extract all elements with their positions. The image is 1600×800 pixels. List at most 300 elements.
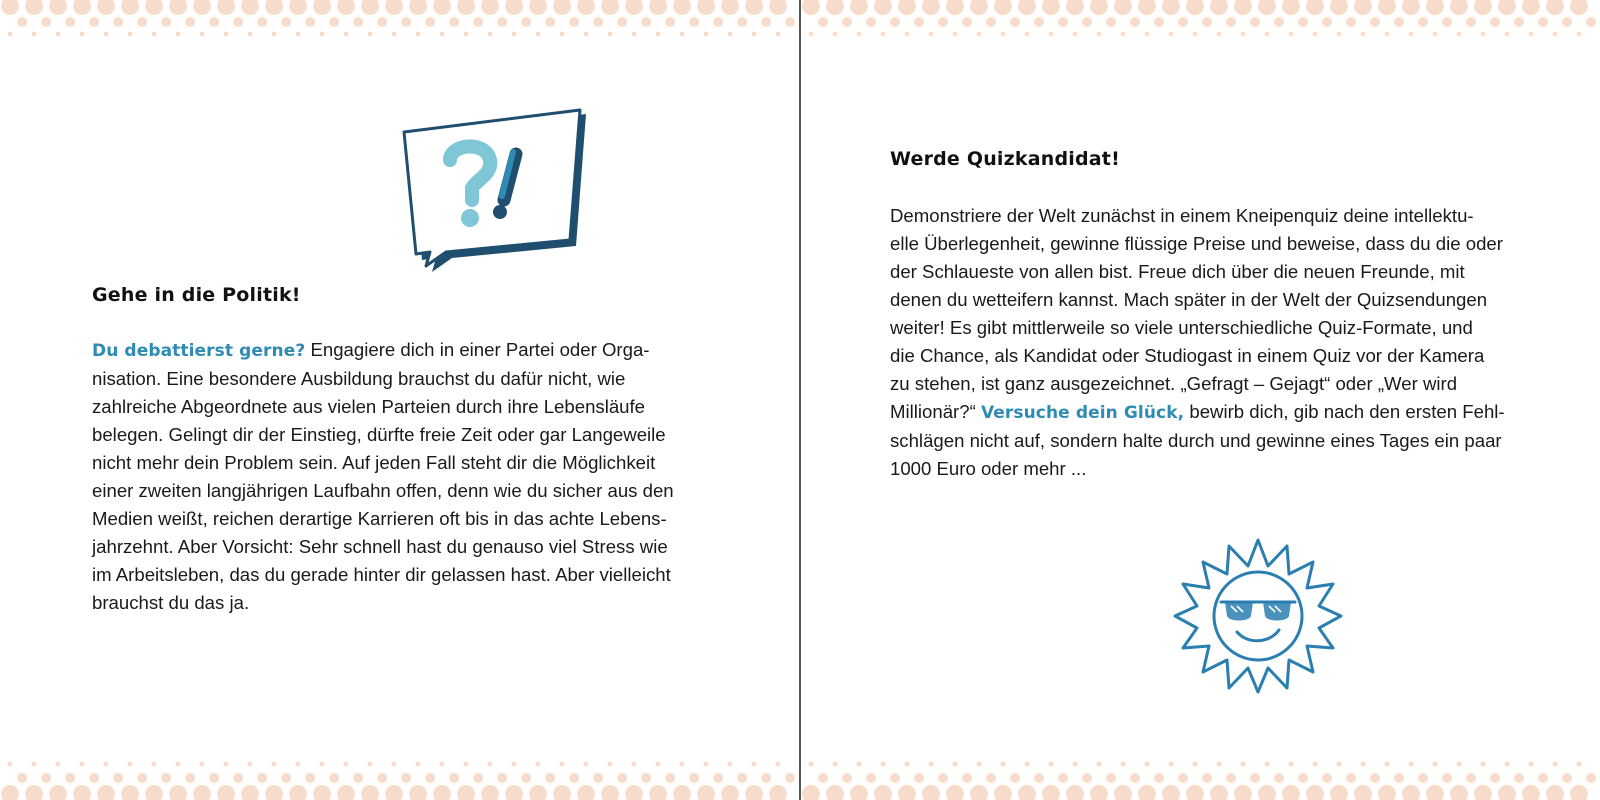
decorative-dot	[1586, 773, 1596, 783]
decorative-dot	[890, 773, 900, 783]
decorative-dot	[553, 785, 571, 800]
decorative-dot	[818, 17, 828, 27]
decorative-dot	[1025, 32, 1030, 37]
decorative-dot	[1481, 762, 1486, 767]
decorative-dot	[1570, 785, 1588, 800]
decorative-dot	[97, 785, 115, 800]
decorative-dot	[1042, 0, 1060, 15]
decorative-dot	[25, 785, 43, 800]
decorative-dot	[922, 785, 940, 800]
decorative-dot	[1082, 17, 1092, 27]
decorative-dot	[457, 0, 475, 15]
decorative-dot	[1562, 17, 1572, 27]
decorative-dot	[113, 773, 123, 783]
decorative-dot	[649, 785, 667, 800]
decorative-dot	[1265, 762, 1270, 767]
decorative-dot	[433, 0, 451, 15]
decorative-dot	[737, 17, 747, 27]
decorative-dot	[1241, 762, 1246, 767]
decorative-dot	[866, 773, 876, 783]
decorative-dot	[1097, 32, 1102, 37]
decorative-dot	[1402, 0, 1420, 15]
decorative-dot	[1538, 773, 1548, 783]
decorative-dot	[632, 762, 637, 767]
decorative-dot	[1490, 773, 1500, 783]
decorative-dot	[673, 0, 691, 15]
decorative-dot	[521, 773, 531, 783]
decorative-dot	[1226, 773, 1236, 783]
decorative-dot	[473, 17, 483, 27]
decorative-dot	[1274, 773, 1284, 783]
decorative-dot	[842, 773, 852, 783]
decorative-dot	[481, 785, 499, 800]
decorative-dot	[1385, 762, 1390, 767]
decorative-dot	[56, 32, 61, 37]
decorative-dot	[1169, 32, 1174, 37]
decorative-dot	[320, 762, 325, 767]
decorative-dot	[625, 0, 643, 15]
decorative-dot	[697, 785, 715, 800]
decorative-dot	[1250, 17, 1260, 27]
decorative-dot	[1073, 32, 1078, 37]
decorative-dot	[1073, 762, 1078, 767]
decorative-dot	[209, 773, 219, 783]
decorative-dot	[560, 762, 565, 767]
body-text	[92, 336, 722, 617]
decorative-dot	[169, 0, 187, 15]
decorative-dot	[1025, 762, 1030, 767]
decorative-dot	[914, 17, 924, 27]
decorative-dot	[1169, 762, 1174, 767]
decorative-dot	[1010, 17, 1020, 27]
decorative-dot	[1306, 0, 1324, 15]
decorative-dot	[809, 32, 814, 37]
text-line: Millionär?“ Versuche dein Glück, bewirb dich, gib nach den ersten Fehl-	[890, 401, 1505, 423]
decorative-dot	[1178, 773, 1188, 783]
decorative-dot	[994, 785, 1012, 800]
decorative-dot	[1466, 773, 1476, 783]
decorative-dot	[1529, 762, 1534, 767]
highlight-phrase: Du debattierst gerne?	[92, 341, 306, 361]
decorative-dot	[169, 785, 187, 800]
decorative-dot	[680, 762, 685, 767]
decorative-dot	[313, 785, 331, 800]
decorative-dot	[1418, 17, 1428, 27]
decorative-dot	[152, 32, 157, 37]
decorative-dot	[1546, 0, 1564, 15]
decorative-dot	[970, 0, 988, 15]
decorative-dot	[25, 0, 43, 15]
decorative-dot	[536, 762, 541, 767]
decorative-dot	[416, 762, 421, 767]
decorative-dot	[473, 773, 483, 783]
text-line: denen du wetteifern kannst. Mach später in der Welt der Quizsendungen	[890, 289, 1488, 310]
decorative-dot	[641, 17, 651, 27]
decorative-dot	[1442, 773, 1452, 783]
decorative-dot	[802, 785, 820, 800]
decorative-dot	[1577, 762, 1582, 767]
decorative-dot	[521, 17, 531, 27]
decorative-dot	[704, 762, 709, 767]
decorative-dot	[377, 773, 387, 783]
decorative-dot	[953, 762, 958, 767]
decorative-dot	[296, 762, 301, 767]
decorative-dot	[986, 773, 996, 783]
decorative-dot	[1121, 32, 1126, 37]
decorative-dot	[176, 32, 181, 37]
decorative-dot	[1145, 762, 1150, 767]
decorative-dot	[946, 785, 964, 800]
decorative-dot	[818, 773, 828, 783]
decorative-dot	[161, 17, 171, 27]
decorative-dot	[713, 17, 723, 27]
decorative-dot	[1370, 17, 1380, 27]
decorative-dot	[1433, 32, 1438, 37]
decorative-dot	[842, 17, 852, 27]
decorative-dot	[1082, 773, 1092, 783]
decorative-dot	[881, 762, 886, 767]
decorative-dot	[1210, 0, 1228, 15]
decorative-dot	[608, 32, 613, 37]
decorative-dot	[1498, 0, 1516, 15]
decorative-dot	[769, 785, 787, 800]
decorative-dot	[73, 785, 91, 800]
decorative-dot	[449, 17, 459, 27]
decorative-dot	[361, 785, 379, 800]
decorative-dot	[776, 32, 781, 37]
decorative-dot	[1217, 32, 1222, 37]
decorative-dot	[1433, 762, 1438, 767]
decorative-dot	[1234, 785, 1252, 800]
decorative-dot	[1090, 785, 1108, 800]
decorative-dot	[1130, 17, 1140, 27]
decorative-dot	[272, 762, 277, 767]
decorative-dot	[137, 773, 147, 783]
decorative-dot	[224, 32, 229, 37]
decorative-dot	[1361, 762, 1366, 767]
decorative-dot	[1346, 773, 1356, 783]
decorative-dot	[1274, 17, 1284, 27]
decorative-dot	[1282, 785, 1300, 800]
decorative-dot	[80, 32, 85, 37]
decorative-dot	[1298, 773, 1308, 783]
decorative-dot	[185, 773, 195, 783]
decorative-dot	[1418, 773, 1428, 783]
decorative-dot	[1385, 32, 1390, 37]
decorative-dot	[440, 32, 445, 37]
decorative-dot	[656, 32, 661, 37]
decorative-dot	[161, 773, 171, 783]
text-line: einer zweiten langjährigen Laufbahn offen, denn wie du sicher aus den	[92, 480, 674, 501]
decorative-dot	[584, 762, 589, 767]
decorative-dot	[200, 32, 205, 37]
decorative-dot	[1106, 17, 1116, 27]
decorative-dot	[1426, 785, 1444, 800]
decorative-dot	[1354, 0, 1372, 15]
decorative-dot	[977, 32, 982, 37]
decorative-dot	[1450, 0, 1468, 15]
decorative-dot	[680, 32, 685, 37]
decorative-dot	[433, 785, 451, 800]
decorative-dot	[529, 785, 547, 800]
decorative-dot	[1049, 762, 1054, 767]
decorative-dot	[1, 0, 19, 15]
decorative-dot	[938, 17, 948, 27]
decorative-dot	[1282, 0, 1300, 15]
decorative-dot	[728, 32, 733, 37]
decorative-dot	[41, 773, 51, 783]
decorative-dot	[1330, 0, 1348, 15]
text-line: schlägen nicht auf, sondern halte durch und gewinne eines Tages ein paar	[890, 430, 1502, 451]
decorative-dot	[962, 773, 972, 783]
page-title: Werde Quizkandidat!	[890, 148, 1120, 170]
decorative-dot	[608, 762, 613, 767]
decorative-dot	[1241, 32, 1246, 37]
decorative-dot	[874, 785, 892, 800]
decorative-dot	[281, 773, 291, 783]
decorative-dot	[329, 17, 339, 27]
decorative-dot	[1409, 762, 1414, 767]
decorative-dot	[289, 785, 307, 800]
decorative-dot	[833, 762, 838, 767]
decorative-dot	[145, 785, 163, 800]
decorative-dot	[617, 17, 627, 27]
decorative-dot	[1162, 785, 1180, 800]
decorative-dot	[329, 773, 339, 783]
decorative-dot	[601, 0, 619, 15]
text-line: Du debattierst gerne? Engagiere dich in einer Partei oder Orga-	[92, 339, 650, 361]
decorative-dot	[553, 0, 571, 15]
decorative-dot	[1258, 0, 1276, 15]
decorative-dot	[185, 17, 195, 27]
decorative-dot	[265, 785, 283, 800]
decorative-dot	[1001, 762, 1006, 767]
decorative-dot	[826, 0, 844, 15]
decorative-dot	[1289, 32, 1294, 37]
decorative-dot	[305, 17, 315, 27]
decorative-dot	[353, 773, 363, 783]
decorative-dot	[1042, 785, 1060, 800]
decorative-dot	[392, 762, 397, 767]
decorative-dot	[200, 762, 205, 767]
decorative-dot	[1546, 785, 1564, 800]
decorative-dot	[1394, 773, 1404, 783]
decorative-dot	[1178, 17, 1188, 27]
text-line: Medien weißt, reichen derartige Karrieren oft bis in das achte Lebens-	[92, 508, 667, 529]
decorative-dot	[1138, 785, 1156, 800]
decorative-dot	[1130, 773, 1140, 783]
decorative-dot	[905, 32, 910, 37]
decorative-dot	[337, 785, 355, 800]
decorative-dot	[689, 17, 699, 27]
decorative-dot	[409, 785, 427, 800]
decorative-dot	[281, 17, 291, 27]
decorative-dot	[337, 0, 355, 15]
decorative-dot	[385, 785, 403, 800]
decorative-dot	[368, 762, 373, 767]
decorative-dot	[1354, 785, 1372, 800]
decorative-dot	[233, 17, 243, 27]
decorative-dot	[1457, 32, 1462, 37]
decorative-dot	[104, 762, 109, 767]
decorative-dot	[569, 773, 579, 783]
decorative-dot	[17, 17, 27, 27]
decorative-dot	[1210, 785, 1228, 800]
decorative-dot	[344, 32, 349, 37]
decorative-dot-border-top	[0, 0, 799, 44]
decorative-dot	[994, 0, 1012, 15]
decorative-dot	[577, 0, 595, 15]
decorative-dot	[320, 32, 325, 37]
decorative-dot	[353, 17, 363, 27]
decorative-dot	[80, 762, 85, 767]
decorative-dot	[632, 32, 637, 37]
decorative-dot	[361, 0, 379, 15]
decorative-dot	[241, 785, 259, 800]
text-line: Demonstriere der Welt zunächst in einem Kneipenquiz deine intellektu-	[890, 205, 1474, 226]
decorative-dot	[560, 32, 565, 37]
decorative-dot	[305, 773, 315, 783]
text-line: brauchst du das ja.	[92, 592, 250, 613]
decorative-dot	[752, 32, 757, 37]
decorative-dot	[1234, 0, 1252, 15]
decorative-dot	[545, 773, 555, 783]
decorative-dot	[497, 773, 507, 783]
decorative-dot	[1426, 0, 1444, 15]
decorative-dot	[1577, 32, 1582, 37]
decorative-dot	[289, 0, 307, 15]
decorative-dot	[425, 773, 435, 783]
decorative-dot	[505, 0, 523, 15]
decorative-dot	[641, 773, 651, 783]
decorative-dot	[866, 17, 876, 27]
decorative-dot	[1114, 785, 1132, 800]
decorative-dot	[73, 0, 91, 15]
decorative-dot	[8, 762, 13, 767]
decorative-dot	[1154, 773, 1164, 783]
decorative-dot	[1481, 32, 1486, 37]
decorative-dot	[209, 17, 219, 27]
decorative-dot	[593, 773, 603, 783]
decorative-dot	[425, 17, 435, 27]
decorative-dot	[881, 32, 886, 37]
decorative-dot	[512, 32, 517, 37]
decorative-dot	[464, 32, 469, 37]
decorative-dot	[89, 17, 99, 27]
question-exclamation-speech-bubble-icon	[400, 108, 600, 274]
left-page	[0, 0, 799, 800]
decorative-dot	[704, 32, 709, 37]
decorative-dot	[272, 32, 277, 37]
decorative-dot	[265, 0, 283, 15]
decorative-dot	[481, 0, 499, 15]
decorative-dot	[344, 762, 349, 767]
decorative-dot	[457, 785, 475, 800]
decorative-dot	[1010, 773, 1020, 783]
text-line: belegen. Gelingt dir der Einstieg, dürfte freie Zeit oder gar Langeweile	[92, 424, 666, 445]
text-line: 1000 Euro oder mehr ...	[890, 458, 1087, 479]
decorative-dot	[1322, 773, 1332, 783]
decorative-dot	[128, 762, 133, 767]
decorative-dot	[464, 762, 469, 767]
decorative-dot	[761, 773, 771, 783]
decorative-dot	[1186, 785, 1204, 800]
decorative-dot	[1394, 17, 1404, 27]
decorative-dot	[745, 785, 763, 800]
decorative-dot	[1322, 17, 1332, 27]
decorative-dot	[1538, 17, 1548, 27]
decorative-dot	[1505, 32, 1510, 37]
decorative-dot	[785, 17, 795, 27]
decorative-dot	[1154, 17, 1164, 27]
text-line: nicht mehr dein Problem sein. Auf jeden Fall steht dir die Möglichkeit	[92, 452, 656, 473]
decorative-dot	[986, 17, 996, 27]
decorative-dot	[1066, 785, 1084, 800]
text-line: zahlreiche Abgeordnete aus vielen Parteien durch ihre Lebensläufe	[92, 396, 646, 417]
decorative-dot	[721, 785, 739, 800]
decorative-dot	[617, 773, 627, 783]
text-line: jahrzehnt. Aber Vorsicht: Sehr schnell hast du genauso viel Stress wie	[92, 536, 668, 557]
sun-with-sunglasses-icon	[1173, 536, 1343, 696]
decorative-dot	[697, 0, 715, 15]
decorative-dot	[1226, 17, 1236, 27]
decorative-dot	[65, 773, 75, 783]
decorative-dot	[1553, 762, 1558, 767]
decorative-dot	[1330, 785, 1348, 800]
decorative-dot	[752, 762, 757, 767]
decorative-dot	[1474, 785, 1492, 800]
decorative-dot	[1186, 0, 1204, 15]
decorative-dot	[488, 762, 493, 767]
decorative-dot	[857, 32, 862, 37]
decorative-dot	[217, 785, 235, 800]
decorative-dot	[569, 17, 579, 27]
decorative-dot	[1466, 17, 1476, 27]
decorative-dot	[929, 762, 934, 767]
decorative-dot	[488, 32, 493, 37]
decorative-dot	[1378, 785, 1396, 800]
decorative-dot	[104, 32, 109, 37]
decorative-dot	[802, 0, 820, 15]
decorative-dot	[32, 32, 37, 37]
decorative-dot	[850, 785, 868, 800]
decorative-dot	[1522, 0, 1540, 15]
decorative-dot	[761, 17, 771, 27]
decorative-dot	[745, 0, 763, 15]
decorative-dot	[953, 32, 958, 37]
decorative-dot	[769, 0, 787, 15]
decorative-dot	[785, 773, 795, 783]
decorative-dot	[1490, 17, 1500, 27]
decorative-dot	[656, 762, 661, 767]
decorative-dot	[56, 762, 61, 767]
decorative-dot	[1145, 32, 1150, 37]
decorative-dot	[257, 17, 267, 27]
decorative-dot	[625, 785, 643, 800]
decorative-dot	[193, 785, 211, 800]
decorative-dot	[1193, 762, 1198, 767]
decorative-dot	[577, 785, 595, 800]
decorative-dot	[529, 0, 547, 15]
decorative-dot	[850, 0, 868, 15]
decorative-dot	[1337, 762, 1342, 767]
decorative-dot	[962, 17, 972, 27]
decorative-dot	[1378, 0, 1396, 15]
decorative-dot	[97, 0, 115, 15]
body-text	[890, 202, 1540, 483]
decorative-dot	[121, 785, 139, 800]
decorative-dot	[176, 762, 181, 767]
